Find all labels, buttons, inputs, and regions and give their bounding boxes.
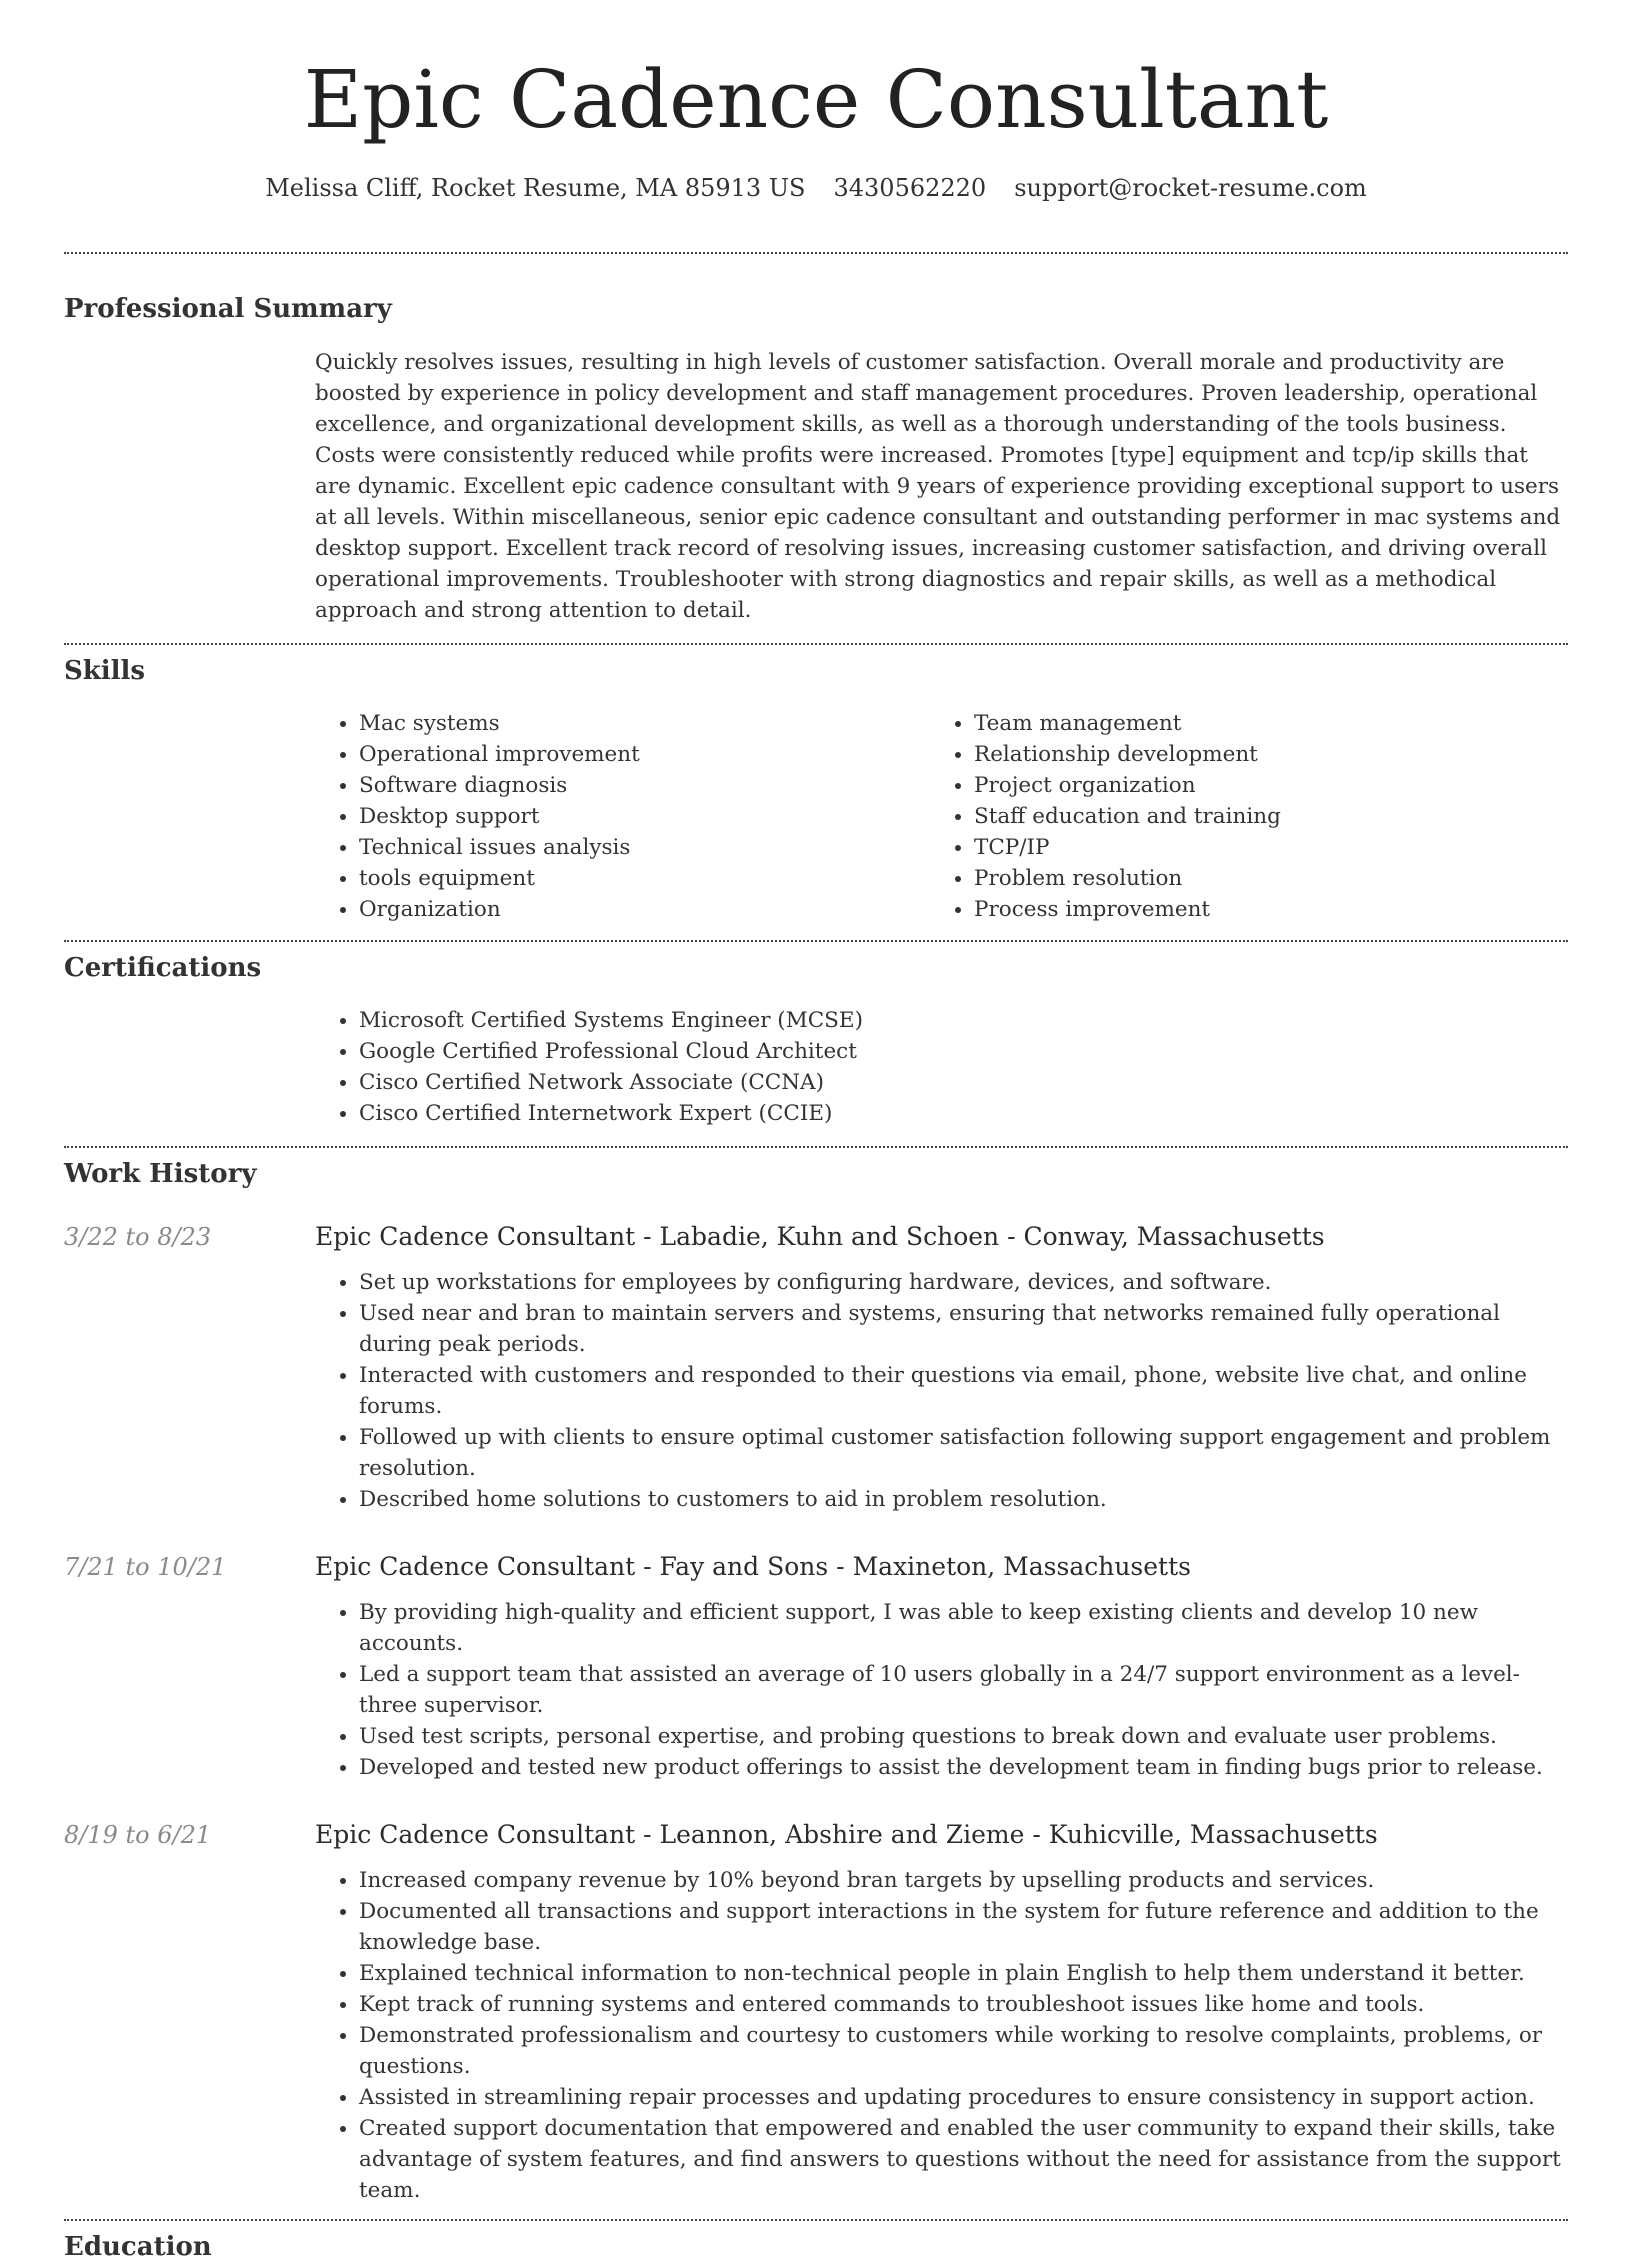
separator: -	[1024, 1820, 1049, 1849]
divider	[64, 2219, 1568, 2221]
job-dates: 7/21 to 10/21	[64, 1553, 227, 1581]
list-item: • Operational improvement	[359, 739, 930, 770]
job-title-line	[315, 1551, 1191, 1583]
job-dates: 3/22 to 8/23	[64, 1223, 212, 1251]
list-item: • Desktop support	[359, 801, 930, 832]
skills-column-left	[315, 708, 930, 925]
resume-title: Epic Cadence Consultant	[303, 53, 1329, 146]
list-item: • Organization	[359, 894, 930, 925]
job-header	[64, 1819, 1568, 1851]
divider	[64, 940, 1568, 942]
job-header	[64, 1551, 1568, 1583]
list-item: • Cisco Certified Network Associate (CCNA)	[359, 1067, 1568, 1098]
job-duties	[315, 1865, 1568, 2206]
list-item: • Described home solutions to customers to aid in problem resolution.	[359, 1484, 1568, 1515]
list-item: • Process improvement	[974, 894, 1545, 925]
separator: -	[635, 1552, 660, 1581]
job-header	[64, 1221, 1568, 1253]
list-item: • Interacted with customers and responded to their questions via email, phone, website live chat, and online forums.	[359, 1360, 1568, 1422]
contact-address: Melissa Cliff, Rocket Resume, MA 85913 US	[265, 174, 806, 202]
list-item: • Project organization	[974, 770, 1545, 801]
contact-phone: 3430562220	[833, 174, 987, 202]
list-item: • Technical issues analysis	[359, 832, 930, 863]
job-location: Conway, Massachusetts	[1023, 1222, 1325, 1251]
list-item: • Set up workstations for employees by configuring hardware, devices, and software.	[359, 1267, 1568, 1298]
job-company: Labadie, Kuhn and Schoen	[659, 1222, 1000, 1251]
work-history-heading: Work History	[64, 1159, 257, 1189]
list-item: • Software diagnosis	[359, 770, 930, 801]
list-item: • Staff education and training	[974, 801, 1545, 832]
job-entry	[64, 1551, 1568, 1783]
job-duties	[315, 1597, 1568, 1783]
job-duties-list	[315, 1597, 1568, 1783]
list-item: • Problem resolution	[974, 863, 1545, 894]
job-company: Leannon, Abshire and Zieme	[659, 1820, 1025, 1849]
list-item: • Assisted in streamlining repair processes and updating procedures to ensure consistency in support action.	[359, 2082, 1568, 2113]
separator: -	[828, 1552, 853, 1581]
resume-page	[64, 0, 1568, 2264]
list-item: • tools equipment	[359, 863, 930, 894]
work-history-entries	[64, 1221, 1568, 2206]
summary-text: Quickly resolves issues, resulting in high levels of customer satisfaction. Overall morale and productivity are boosted by experience in policy development and staff management procedures. Proven leadership, operational excellence, and organizational development skills, as well as a thorough understanding of the tools business. Costs were consistently reduced while profits were increased. Promotes [type] equipment and tcp/ip skills that are dynamic. Excellent epic cadence consultant with 9 years of experience providing exceptional support to users at all levels. Within miscellaneous, senior epic cadence consultant and outstanding performer in mac systems and desktop support. Excellent track record of resolving issues, increasing customer satisfaction, and driving overall operational improvements. Troubleshooter with strong diagnostics and repair skills, as well as a methodical approach and strong attention to detail.	[315, 350, 1561, 623]
job-duties	[315, 1267, 1568, 1515]
list-item: • Increased company revenue by 10% beyond bran targets by upselling products and services.	[359, 1865, 1568, 1896]
job-duties-list	[315, 1267, 1568, 1515]
list-item: • Explained technical information to non-technical people in plain English to help them understand it better.	[359, 1958, 1568, 1989]
separator: -	[635, 1222, 660, 1251]
job-location: Maxineton, Massachusetts	[852, 1552, 1191, 1581]
certifications-heading: Certifications	[64, 953, 262, 983]
list-item: • Kept track of running systems and entered commands to troubleshoot issues like home and tools.	[359, 1989, 1568, 2020]
divider	[64, 252, 1568, 254]
contact-email: support@rocket-resume.com	[1014, 174, 1367, 202]
job-dates: 8/19 to 6/21	[64, 1821, 212, 1849]
job-entry	[64, 1819, 1568, 2206]
divider	[64, 643, 1568, 645]
list-item: • Relationship development	[974, 739, 1545, 770]
education-heading: Education	[64, 2232, 212, 2262]
summary-heading: Professional Summary	[64, 294, 392, 324]
skills-column-right	[930, 708, 1545, 925]
list-item: • Used test scripts, personal expertise, and probing questions to break down and evaluate user problems.	[359, 1721, 1568, 1752]
skills-columns	[315, 708, 1568, 925]
list-item: • Used near and bran to maintain servers and systems, ensuring that networks remained fully operational during peak periods.	[359, 1298, 1568, 1360]
skills-heading: Skills	[64, 656, 146, 686]
list-item: • Demonstrated professionalism and courtesy to customers while working to resolve complaints, problems, or questions.	[359, 2020, 1568, 2082]
list-item: • Documented all transactions and support interactions in the system for future reference and addition to the knowledge base.	[359, 1896, 1568, 1958]
job-title: Epic Cadence Consultant	[315, 1552, 636, 1581]
separator: -	[635, 1820, 660, 1849]
contact-line	[64, 172, 1568, 204]
job-company: Fay and Sons	[659, 1552, 829, 1581]
list-item: • Microsoft Certified Systems Engineer (MCSE)	[359, 1005, 1568, 1036]
job-title-line	[315, 1819, 1378, 1851]
list-item: • TCP/IP	[974, 832, 1545, 863]
list-item: • Followed up with clients to ensure optimal customer satisfaction following support engagement and problem resolution.	[359, 1422, 1568, 1484]
job-title-line	[315, 1221, 1325, 1253]
list-item: • Mac systems	[359, 708, 930, 739]
job-entry	[64, 1221, 1568, 1515]
list-item: • Created support documentation that empowered and enabled the user community to expand their skills, take advantage of system features, and find answers to questions without the need for assistance from the support team.	[359, 2113, 1568, 2206]
list-item: • Team management	[974, 708, 1545, 739]
certifications-list	[315, 1005, 1568, 1129]
skills-list-right	[930, 708, 1545, 925]
list-item: • Cisco Certified Internetwork Expert (CCIE)	[359, 1098, 1568, 1129]
divider	[64, 1146, 1568, 1148]
job-location: Kuhicville, Massachusetts	[1048, 1820, 1378, 1849]
job-duties-list	[315, 1865, 1568, 2206]
list-item: • Led a support team that assisted an average of 10 users globally in a 24/7 support environment as a level-three supervisor.	[359, 1659, 1568, 1721]
list-item: • By providing high-quality and efficient support, I was able to keep existing clients and develop 10 new accounts.	[359, 1597, 1568, 1659]
job-title: Epic Cadence Consultant	[315, 1820, 636, 1849]
separator: -	[999, 1222, 1024, 1251]
certifications-content	[315, 1005, 1568, 1129]
list-item: • Developed and tested new product offerings to assist the development team in finding bugs prior to release.	[359, 1752, 1568, 1783]
skills-list-left	[315, 708, 930, 925]
list-item: • Google Certified Professional Cloud Architect	[359, 1036, 1568, 1067]
job-title: Epic Cadence Consultant	[315, 1222, 636, 1251]
